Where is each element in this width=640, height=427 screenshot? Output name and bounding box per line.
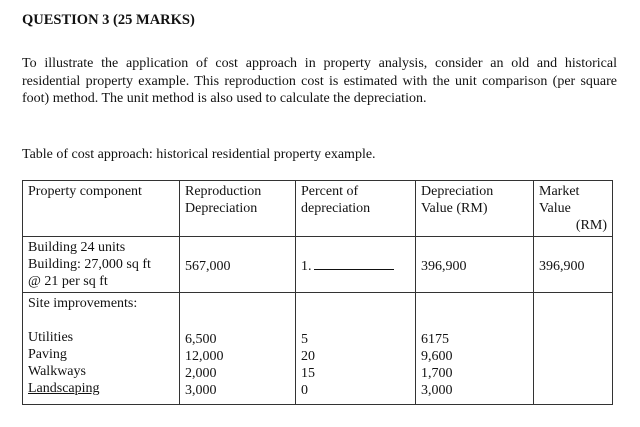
header-component-text: Property component bbox=[28, 184, 142, 199]
improvement-percent: 0 bbox=[301, 383, 308, 398]
header-market-line2: Value bbox=[539, 201, 571, 216]
improvement-reproduction: 12,000 bbox=[185, 349, 224, 364]
improvement-reproduction: 2,000 bbox=[185, 366, 217, 381]
header-depval-line1: Depreciation bbox=[421, 184, 494, 199]
site-improvements-label: Site improvements: bbox=[28, 296, 138, 311]
site-market-cell bbox=[534, 293, 613, 405]
header-reproduction-line1: Reproduction bbox=[185, 184, 262, 199]
building-reproduction-cell bbox=[180, 237, 296, 293]
building-depreciation-cell bbox=[416, 237, 534, 293]
site-percent-cell bbox=[296, 293, 416, 405]
improvement-reproduction: 3,000 bbox=[185, 383, 217, 398]
improvement-depreciation-value: 3,000 bbox=[421, 383, 453, 398]
improvement-percent: 5 bbox=[301, 332, 308, 347]
improvement-name: Utilities bbox=[28, 330, 74, 345]
header-market-line1: Market bbox=[539, 184, 580, 199]
building-market-cell bbox=[534, 237, 613, 293]
answer-blank-line[interactable] bbox=[314, 258, 394, 270]
improvement-depreciation-value: 9,600 bbox=[421, 349, 453, 364]
improvement-percent: 15 bbox=[301, 366, 315, 381]
building-percent-cell bbox=[296, 237, 416, 293]
header-market-line3: (RM) bbox=[575, 218, 607, 233]
site-depreciation-cell bbox=[416, 293, 534, 405]
building-line3: @ 21 per sq ft bbox=[28, 274, 108, 289]
header-percent-line1: Percent of bbox=[301, 184, 359, 199]
header-depreciation-value bbox=[416, 181, 534, 237]
improvement-name: Walkways bbox=[28, 364, 86, 379]
improvement-depreciation-value: 1,700 bbox=[421, 366, 453, 381]
improvement-reproduction: 6,500 bbox=[185, 332, 217, 347]
site-component-cell bbox=[23, 293, 180, 405]
building-line2: Building: 27,000 sq ft bbox=[28, 257, 151, 272]
cost-approach-table bbox=[22, 180, 613, 405]
header-percent-line2: depreciation bbox=[301, 201, 371, 216]
header-property-component bbox=[23, 181, 180, 237]
intro-paragraph: To illustrate the application of cost approach in property analysis, consider an old and historical residential property example. This reproduction cost is estimated with the unit comparison (per square foot) method. The unit method is also used to calculate the depreciation. bbox=[22, 56, 617, 106]
header-reproduction-line2: Depreciation bbox=[185, 201, 258, 216]
building-percent-label: 1. bbox=[301, 259, 312, 274]
table-header-row bbox=[23, 181, 613, 237]
building-line1: Building 24 units bbox=[28, 240, 126, 255]
question-title: QUESTION 3 (25 MARKS) bbox=[22, 12, 195, 28]
building-market-value: 396,900 bbox=[539, 259, 585, 274]
improvement-name: Paving bbox=[28, 347, 67, 362]
header-percent bbox=[296, 181, 416, 237]
improvement-name: Landscaping bbox=[28, 381, 100, 396]
header-depval-line2: Value (RM) bbox=[421, 201, 488, 216]
building-component-cell bbox=[23, 237, 180, 293]
building-depreciation-value: 396,900 bbox=[421, 259, 467, 274]
building-row bbox=[23, 237, 613, 293]
site-improvements-row bbox=[23, 293, 613, 405]
header-market-value bbox=[534, 181, 613, 237]
table-caption: Table of cost approach: historical residential property example. bbox=[22, 147, 376, 162]
header-reproduction bbox=[180, 181, 296, 237]
improvement-percent: 20 bbox=[301, 349, 315, 364]
improvement-depreciation-value: 6175 bbox=[421, 332, 449, 347]
site-reproduction-cell bbox=[180, 293, 296, 405]
building-reproduction: 567,000 bbox=[185, 259, 231, 274]
